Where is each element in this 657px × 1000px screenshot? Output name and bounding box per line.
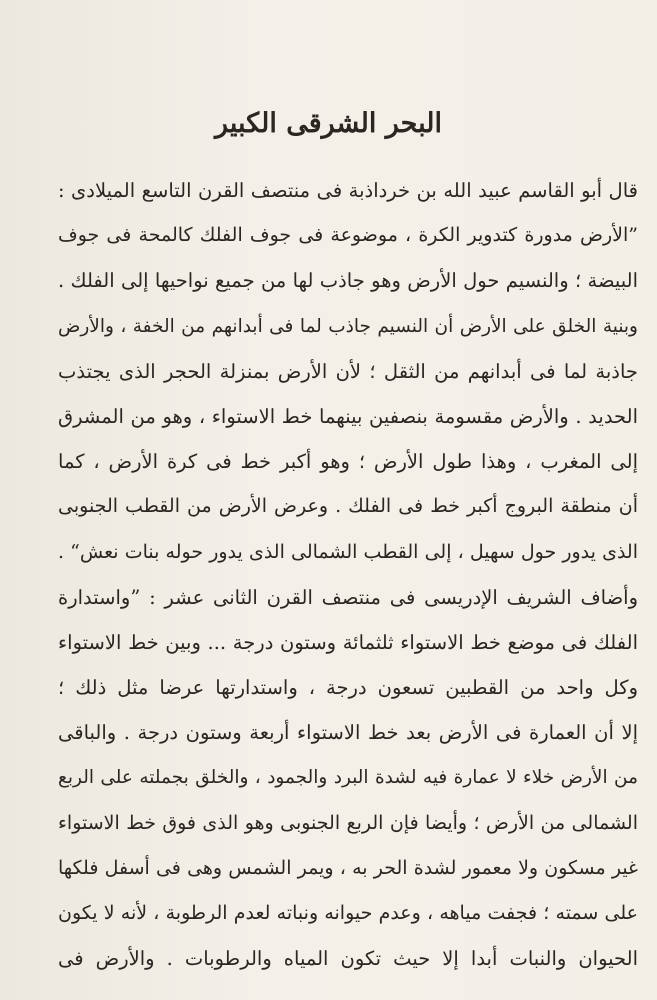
page-title: البحر الشرقى الكبير <box>215 108 442 139</box>
text-line: أن منطقة البروج أكبر خط فى الفلك . وعرض الأرض من القطب الجنوبى <box>58 495 638 518</box>
text-line: إلا أن العمارة فى الأرض بعد خط الاستواء أربعة وستون درجة . والباقى <box>58 721 638 745</box>
text-line: الحديد . والأرض مقسومة بنصفين بينهما خط الاستواء ، وهو من المشرق <box>58 404 638 428</box>
text-line: الذى يدور حول سهيل ، إلى القطب الشمالى الذى يدور حوله بنات نعش“ . <box>58 540 638 563</box>
text-line: البيضة ؛ والنسيم حول الأرض وهو جاذب لها من جميع نواحيها إلى الفلك . <box>58 269 638 293</box>
text-line: وأضاف الشريف الإدريسى فى منتصف القرن الثانى عشر : ”واستدارة <box>58 585 638 609</box>
text-line: على سمته ؛ فجفت مياهه ، وعدم حيوانه ونباته لعدم الرطوبة ، لأنه لا يكون <box>58 902 638 924</box>
text-line: الحيوان والنبات أبدا إلا حيث تكون المياه والرطوبات . والأرض فى <box>58 947 638 971</box>
text-line: وكل واحد من القطبين تسعون درجة ، واستدارتها عرضا مثل ذلك ؛ <box>58 676 638 700</box>
text-line: وبنية الخلق على الأرض أن النسيم جاذب لما فى أبدانهم من الخفة ، والأرض <box>58 315 638 337</box>
text-line: إلى المغرب ، وهذا طول الأرض ؛ وهو أكبر خط فى كرة الأرض ، كما <box>58 450 638 474</box>
text-line: الشمالى من الأرض ؛ وأيضا فإن الربع الجنوبى وهو الذى فوق خط الاستواء <box>58 811 638 834</box>
body-text <box>58 168 638 981</box>
text-line: غير مسكون ولا معمور لشدة الحر به ، ويمر الشمس وهى فى أسفل فلكها <box>58 856 638 879</box>
text-line: ”الأرض مدورة كتدوير الكرة ، موضوعة فى جوف الفلك كالمحة فى جوف <box>58 224 638 247</box>
text-line: من الأرض خلاء لا عمارة فيه لشدة البرد والجمود ، والخلق بجملته على الربع <box>58 767 638 789</box>
text-line: جاذبة لما فى أبدانهم من الثقل ؛ لأن الأرض بمنزلة الحجر الذى يجتذب <box>58 359 638 383</box>
text-line: الفلك فى موضع خط الاستواء ثلثمائة وستون درجة ... وبين خط الاستواء <box>58 630 638 654</box>
text-line: قال أبو القاسم عبيد الله بن خرداذبة فى منتصف القرن التاسع الميلادى : <box>58 179 638 202</box>
